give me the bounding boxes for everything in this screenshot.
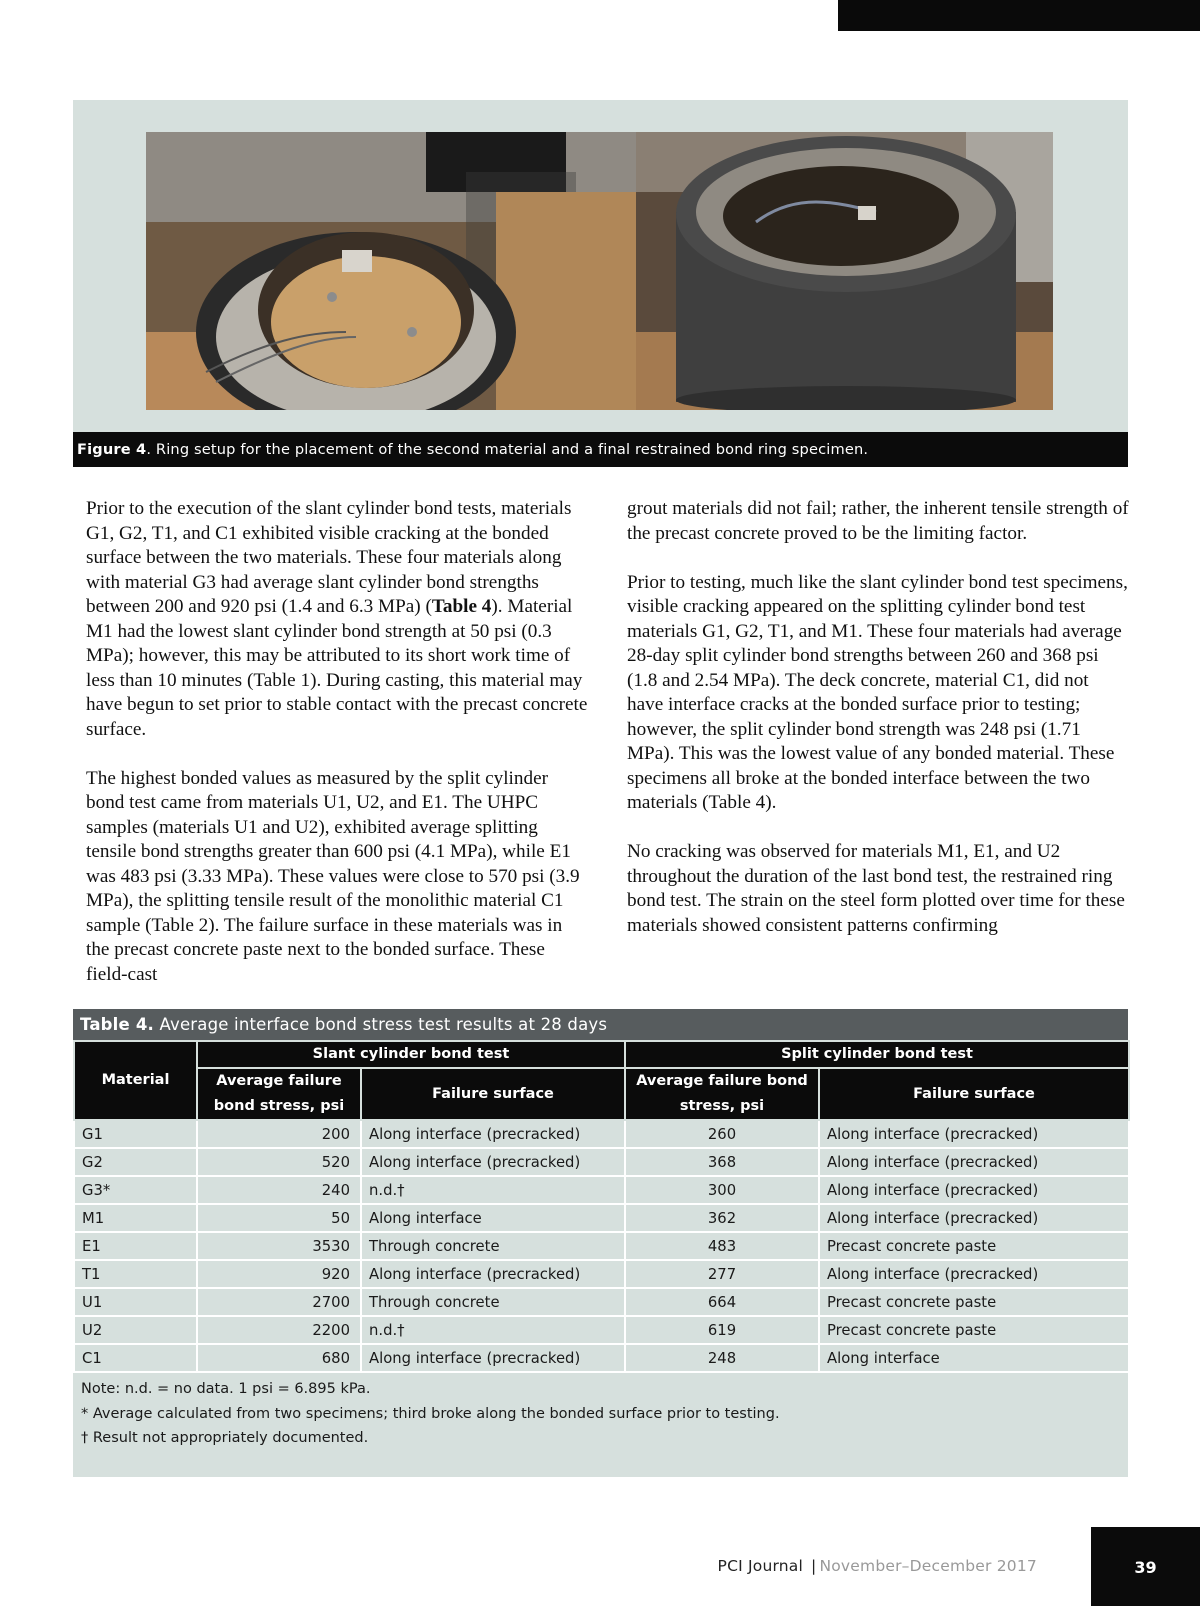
footer-text [718, 1557, 1037, 1575]
footer-separator: | [811, 1557, 817, 1575]
paragraph: grout materials did not fail; rather, the inherent tensile strength of the precast concrete proved to be the limiting factor. [627, 498, 1129, 544]
paragraph: The highest bonded values as measured by the split cylinder bond test came from materials U1, U2, and E1. The UHPC samples (materials U1 and U2), exhibited average splitting tensile bond strengths greater than 600 psi (4.1 MPa), while E1 was 483 psi (3.33 MPa). These values were close to 570 psi (3.9 MPa), the splitting tensile result of the monolithic material C1 sample (Table 2). The failure surface in these materials was in the precast concrete paste next to the bonded surface. These field-cast [86, 767, 580, 985]
body-column-right [627, 497, 1129, 938]
body-column-left [86, 497, 588, 987]
table-row: T1 920 Along interface (precracked) 277 Along interface (precracked) [74, 1260, 1129, 1288]
header-slant-group: Slant cylinder bond test [197, 1041, 625, 1068]
table-row: U1 2700 Through concrete 664 Precast concrete paste [74, 1288, 1129, 1316]
figure-4 [73, 100, 1128, 467]
paragraph: No cracking was observed for materials M1, E1, and U2 throughout the duration of the last bond test, the restrained ring bond test. The strain on the steel form plotted over time for these materials showed consistent patterns confirming [627, 841, 1125, 936]
table-title [73, 1009, 1128, 1040]
table-4 [73, 1009, 1128, 1477]
table-note: † Result not appropriately documented. [81, 1430, 369, 1446]
table-row: C1 680 Along interface (precracked) 248 Along interface [74, 1344, 1129, 1372]
header-slant-stress: Average failure bond stress, psi [197, 1068, 361, 1120]
table-reference-open: ( [425, 596, 432, 617]
paragraph: Prior to the execution of the slant cylinder bond tests, materials G1, G2, T1, and C1 exhibited visible cracking at the bonded surface between the two materials. These four materials along with material G3 had average slant cylinder bond strengths between 200 and 920 psi (1.4 and 6.3 MPa) (Table 4). Material M1 had the lowest slant cylinder bond strength at 50 psi (0.3 MPa); however, this may be attributed to its short work time of less than 10 minutes (Table 1). During casting, this material may have begun to set prior to stable contact with the precast concrete surface. [86, 498, 588, 740]
header-split-stress: Average failure bond stress, psi [625, 1068, 819, 1120]
table-row: M1 50 Along interface 362 Along interface (precracked) [74, 1204, 1129, 1232]
table-note: Note: n.d. = no data. 1 psi = 6.895 kPa. [81, 1381, 371, 1397]
table-title-text: Average interface bond stress test results at 28 days [154, 1015, 608, 1034]
paragraph: Prior to testing, much like the slant cylinder bond test specimens, visible cracking appeared on the splitting cylinder bond test materials G1, G2, T1, and M1. These four materials had average 28-day split cylinder bond strengths between 260 and 368 psi (1.8 and 2.54 MPa). The deck concrete, material C1, did not have interface cracks at the bonded surface prior to testing; however, the split cylinder bond strength was 248 psi (1.71 MPa). This was the lowest value of any bonded material. These specimens all broke at the bonded interface between the two materials (Table 4). [627, 571, 1128, 813]
figure-label: Figure 4 [77, 441, 147, 458]
table-row: G2 520 Along interface (precracked) 368 Along interface (precracked) [74, 1148, 1129, 1176]
header-material: Material [74, 1041, 197, 1120]
table-row: E1 3530 Through concrete 483 Precast concrete paste [74, 1232, 1129, 1260]
table-notes [73, 1373, 1128, 1451]
figure-caption-text: . Ring setup for the placement of the second material and a final restrained bond ring specimen. [146, 441, 869, 458]
header-split-group: Split cylinder bond test [625, 1041, 1129, 1068]
issue-date: November–December 2017 [819, 1557, 1037, 1575]
journal-name: PCI Journal [717, 1557, 804, 1575]
page-footer [0, 1527, 1200, 1606]
header-bar [838, 0, 1200, 31]
figure-caption [73, 432, 1128, 467]
results-table [73, 1040, 1130, 1373]
table-row: G3* 240 n.d.† 300 Along interface (precracked) [74, 1176, 1129, 1204]
ring-setup-photo [146, 132, 637, 410]
page-number: 39 [1091, 1527, 1200, 1606]
table-label: Table 4. [80, 1015, 155, 1034]
header-split-surface: Failure surface [819, 1068, 1129, 1120]
table-reference: Table 4 [431, 596, 492, 617]
table-row: G1 200 Along interface (precracked) 260 Along interface (precracked) [74, 1120, 1129, 1148]
table-note: * Average calculated from two specimens; third broke along the bonded surface prior to testing. [81, 1405, 780, 1422]
restrained-ring-specimen-photo [636, 132, 1053, 410]
table-row: U2 2200 n.d.† 619 Precast concrete paste [74, 1316, 1129, 1344]
header-slant-surface: Failure surface [361, 1068, 625, 1120]
